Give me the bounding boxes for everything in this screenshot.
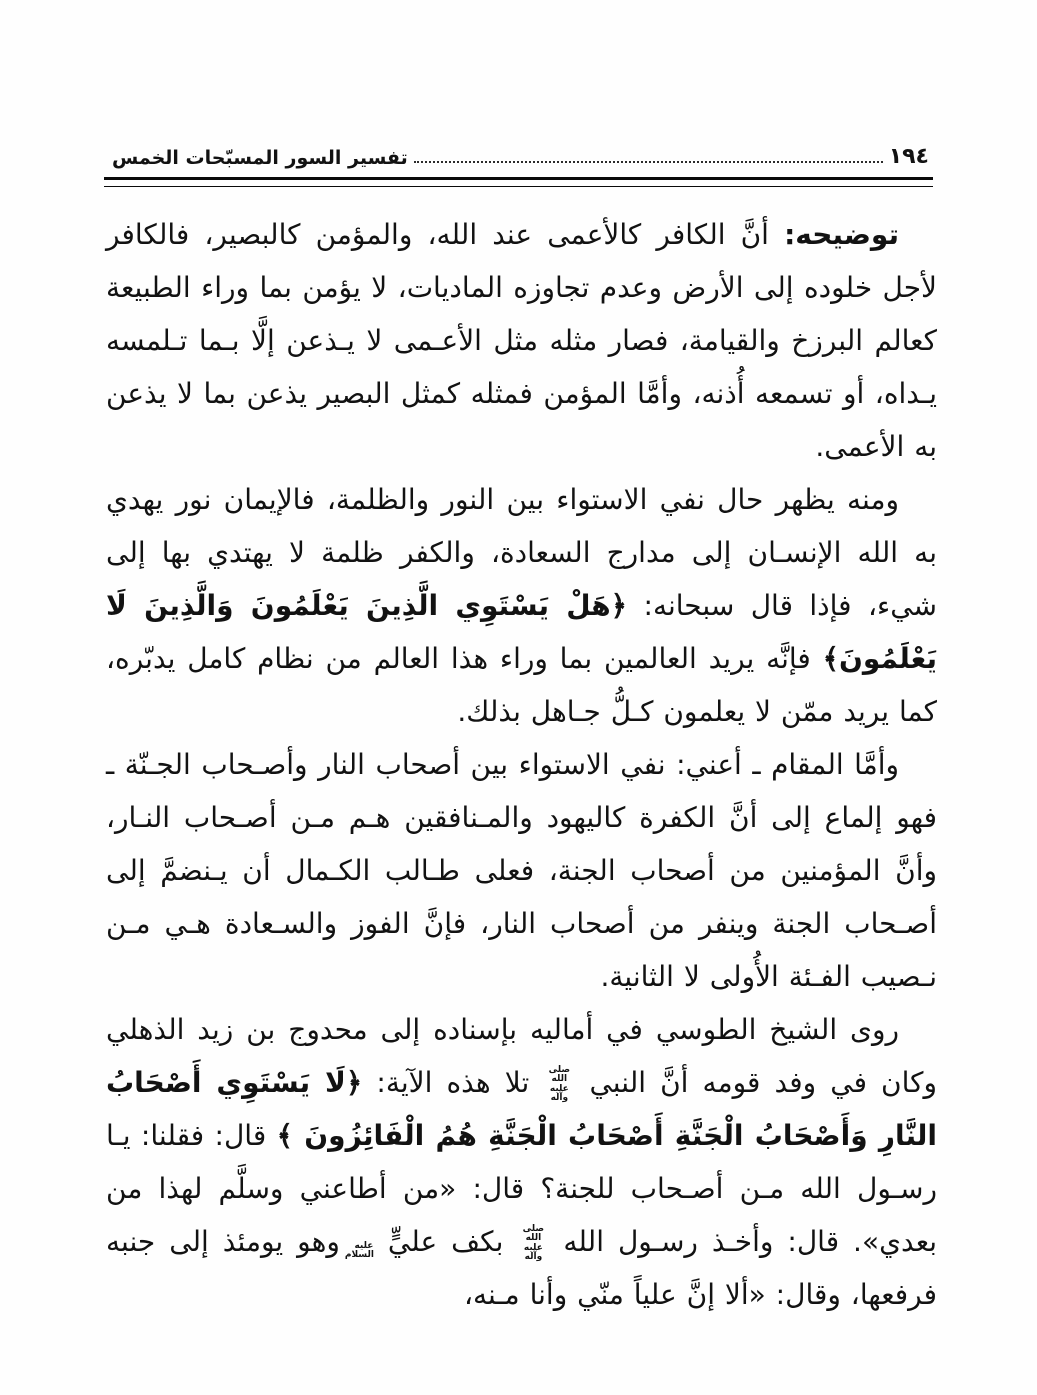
- paragraph-text: روى الشيخ الطوسي في أماليه بإسناده إلى محدوج بن زيد الذهلي وكان في وفد قومه أنَّ النبي: [106, 1013, 938, 1099]
- paragraph-tawdih: [106, 208, 937, 473]
- paragraph-maqam: [106, 738, 937, 1003]
- page-number: ١٩٤: [888, 144, 929, 169]
- paragraph-text: فإنَّه يريد العالمين بما وراء هذا العالم من نظام كامل يدبّره، كما يريد ممّن لا يعلمون كـلُّ جـاهل بذلك.: [106, 642, 937, 728]
- dotted-leader: [414, 161, 883, 163]
- paragraph-lead-word: توضيحه:: [784, 218, 899, 251]
- paragraph-text: أنَّ الكافر كالأعمى عند الله، والمؤمن كالبصير، فالكافر لأجل خلوده إلى الأرض وعدم تجاوزه الماديات، لا يؤمن بما وراء الطبيعة كعالم البرزخ والقيامة، فصار مثله مثل الأعـمى لا يـذعن إلَّا بـما تـلمسه يـداه، أو تسمعه أُذنه، وأمَّا المؤمن فمثله كمثل البصير يذعن بما لا يذعن به الأعمى.: [106, 218, 937, 463]
- paragraph-text: قال: فقلنا: يـا رسـول الله مـن أصـحاب للجنة؟ قال: «من أطاعني وسلَّم لهذا من بعدي». قال: وأخـذ رسـول الله: [106, 1119, 938, 1258]
- header-rule: [104, 177, 933, 187]
- quran-verse: ﴿لَا يَسْتَوِي أَصْحَابُ النَّارِ وَأَصْحَابُ الْجَنَّةِ أَصْحَابُ الْجَنَّةِ هُمُ الْفَائِزُونَ ﴾: [106, 1066, 938, 1152]
- running-head-title: تفسير السور المسبّحات الخمس: [112, 147, 408, 169]
- honorific-alayhi-salam: عليه السلام: [344, 1240, 374, 1260]
- page-body: [100, 208, 937, 1321]
- paragraph-text: بكف عليٍّ: [373, 1225, 518, 1258]
- paragraph-noor-wa-zulma: [106, 473, 937, 738]
- paragraph-text: وهو يومئذ إلى جنبه فرفعها، وقال: «ألا إنَّ علياً منّي وأنا مـنه،: [106, 1225, 937, 1311]
- honorific-salla-allahu-alayhi-wa-alih: صلى الله عليه وآله: [548, 1064, 571, 1103]
- paragraph-text: وأمَّا المقام ـ أعني: نفي الاستواء بين أصحاب النار وأصـحاب الجـنّة ـ فهو إلماع إلى أنَّ الكفرة كاليهود والمـنافقين هـم مـن أصـحاب النـار، وأنَّ المؤمنين من أصحاب الجنة، فعلى طـالب الكـمال أن يـنضمَّ إلى أصـحاب الجنة وينفر من أصحاب النار، فإنَّ الفوز والسـعادة هـي مـن نـصيب الفـئة الأُولى لا الثانية.: [106, 748, 937, 993]
- paragraph-text: ومنه يظهر حال نفي الاستواء بين النور والظلمة، فالإيمان نور يهدي به الله الإنسـان إلى مدارج السعادة، والكفر ظلمة لا يهتدي بها إلى شيء، فإذا قال سبحانه:: [106, 483, 937, 622]
- quran-verse: ﴿هَلْ يَسْتَوِي الَّذِينَ يَعْلَمُونَ وَالَّذِينَ لَا يَعْلَمُونَ﴾: [106, 589, 937, 675]
- paragraph-riwaya-tusi: [106, 1003, 937, 1321]
- honorific-salla-allahu-alayhi-wa-alih: صلى الله عليه وآله: [522, 1223, 545, 1262]
- paragraph-text: تلا هذه الآية:: [362, 1066, 544, 1099]
- running-head: [112, 146, 929, 168]
